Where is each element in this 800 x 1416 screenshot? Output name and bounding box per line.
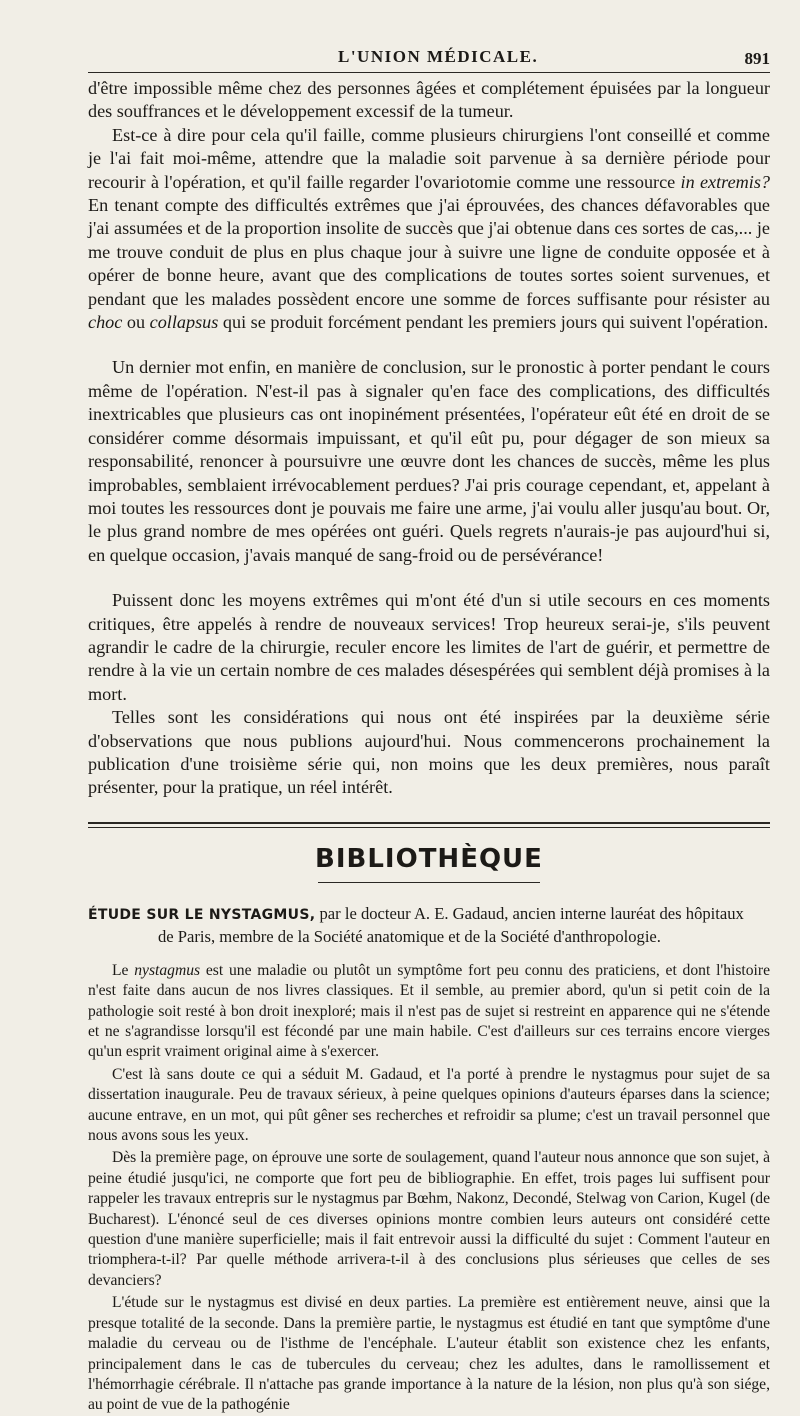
review-body xyxy=(88,961,770,1416)
review-heading xyxy=(88,903,770,947)
review-affiliation: de Paris, membre de la Société anatomique et de la Société d'anthropologie. xyxy=(158,926,661,946)
paragraph: C'est là sans doute ce qui a séduit M. Gadaud, et l'a porté à prendre le nystagmus pour sujet de sa dissertation inaugurale. Peu de travaux sérieux, à peine quelques opinions d'auteurs éparses dans la science; aucune entrave, en un mot, qui pût gêner ses recherches et refroidir sa plume; c'est un travail personnel que nous avons sous les yeux. xyxy=(88,1065,770,1145)
section-title: BIBLIOTHÈQUE xyxy=(315,843,543,874)
paragraph: Est-ce à dire pour cela qu'il faille, comme plusieurs chirurgiens l'ont conseillé et comme je l'ai fait moi-même, attendre que la maladie soit parvenue à sa dernière période pour recourir à l'opération, et qu'il faille regarder l'ovariotomie comme une ressource in extremis? En tenant compte des difficultés extrêmes que j'ai éprouvées, des chances défavorables que j'ai assumées et de la proportion insolite de succès que j'ai obtenue dans ces sortes de cas,... je me trouve conduit de plus en plus chaque jour à suivre une ligne de conduite opposée et à opérer de bonne heure, avant que des complications de toutes sortes soient survenues, et pendant que les malades possèdent encore une somme de forces suffisante pour résister au choc ou collapsus qui se produit forcément pendant les premiers jours qui suivent l'opération. xyxy=(88,124,771,333)
page-number: 891 xyxy=(744,49,770,68)
paragraph: L'étude sur le nystagmus est divisé en deux parties. La première est entièrement neuve, ainsi que la presque totalité de la seconde. Dans la première partie, le nystagmus est étudié en tant que symptôme d'une maladie du cerveau ou de l'isthme de l'encéphale. L'auteur établit son existence chez les enfants, principalement dans le cas de tubercules du cerveau; chez les adultes, dans le ramollissement et l'hémorrhagie cérébrale. Il n'attache pas grande importance à la nature de la lésion, non plus qu'à son siége, au point de vue de la pathogénie xyxy=(88,1294,770,1414)
paragraph: d'être impossible même chez des personnes âgées et complétement épuisées par la longueur des souffrances et le développement excessif de la tumeur. xyxy=(88,78,770,122)
paragraph: Le nystagmus est une maladie ou plutôt un symptôme fort peu connu des praticiens, et dont l'histoire n'est faite dans aucun de nos livres classiques. Et il semble, au premier abord, qu'un si petit coin de la pathologie soit resté à bon droit inexploré; mais il n'est pas de sujet si restreint en apparence qui ne s'étende et ne s'agrandisse lorsqu'il est fécondé par une main habile. C'est d'ailleurs sur ces terrains encore vierges qu'un esprit vraiment original aime à s'exercer. xyxy=(88,961,770,1061)
review-title: ÉTUDE SUR LE NYSTAGMUS, xyxy=(88,906,316,923)
section-divider xyxy=(88,822,770,828)
title-underline xyxy=(318,882,540,883)
paragraph: Un dernier mot enfin, en manière de conclusion, sur le pronostic à porter pendant le cours même de l'opération. N'est-il pas à signaler qu'en face des complications, des difficultés inextricables que plusieurs cas ont inopinément présentées, l'opérateur eût été en droit de se considérer comme désormais impuissant, et qu'il eût pu, pour dégager de son mieux sa responsabilité, renoncer à poursuivre une œuvre dont les chances de succès, même les plus improbables, semblaient irrévocablement perdues? J'ai pris courage cependant, et, appelant à moi toutes les ressources dont je pouvais me faire une arme, j'ai voulu aller jusqu'au bout. Or, le plus grand nombre de mes opérées ont guéri. Quels regrets n'aurais-je pas aujourd'hui si, en quelque occasion, j'avais manqué de sang-froid ou de persévérance! xyxy=(88,357,770,565)
article-conclusion xyxy=(88,77,770,800)
paragraph: Puissent donc les moyens extrêmes qui m'ont été d'un si utile secours en ces moments critiques, être appelés à rendre de nouveaux services! Trop heureux serai-je, s'ils peuvent agrandir le cadre de la chirurgie, reculer encore les limites de l'art de guérir, et permettre de rendre à la vie un certain nombre de ces malades désespérées qui semblent déjà promises à la mort. xyxy=(88,590,770,704)
review-author: par le docteur A. E. Gadaud, ancien interne lauréat des hôpitaux xyxy=(315,903,744,923)
paragraph: Dès la première page, on éprouve une sorte de soulagement, quand l'auteur nous annonce que son sujet, à peine étudié jusqu'ici, ne comporte que fort peu de bibliographie. En effet, trois pages lui suffisent pour rappeler les travaux entrepris sur le nystagmus par Bœhm, Nakonz, Decondé, Stelwag von Carion, Kugel (de Bucharest). L'énoncé seul de ces diverses opinions montre combien leurs auteurs ont considéré cette question d'une manière superficielle; mais il fait entrevoir aussi la difficulté du sujet : Comment l'auteur en triomphera-t-il? Par quelle méthode arrivera-t-il à des conclusions plus sérieuses que celles de ses devanciers? xyxy=(88,1149,770,1289)
paragraph: Telles sont les considérations qui nous ont été inspirées par la deuxième série d'observations que nous publions aujourd'hui. Nous commencerons prochainement la publication d'une troisième série qui, non moins que les deux premières, nous paraît présenter, pour la pratique, un réel intérêt. xyxy=(88,707,770,798)
journal-title: L'UNION MÉDICALE. xyxy=(338,47,539,66)
running-head xyxy=(88,0,770,73)
